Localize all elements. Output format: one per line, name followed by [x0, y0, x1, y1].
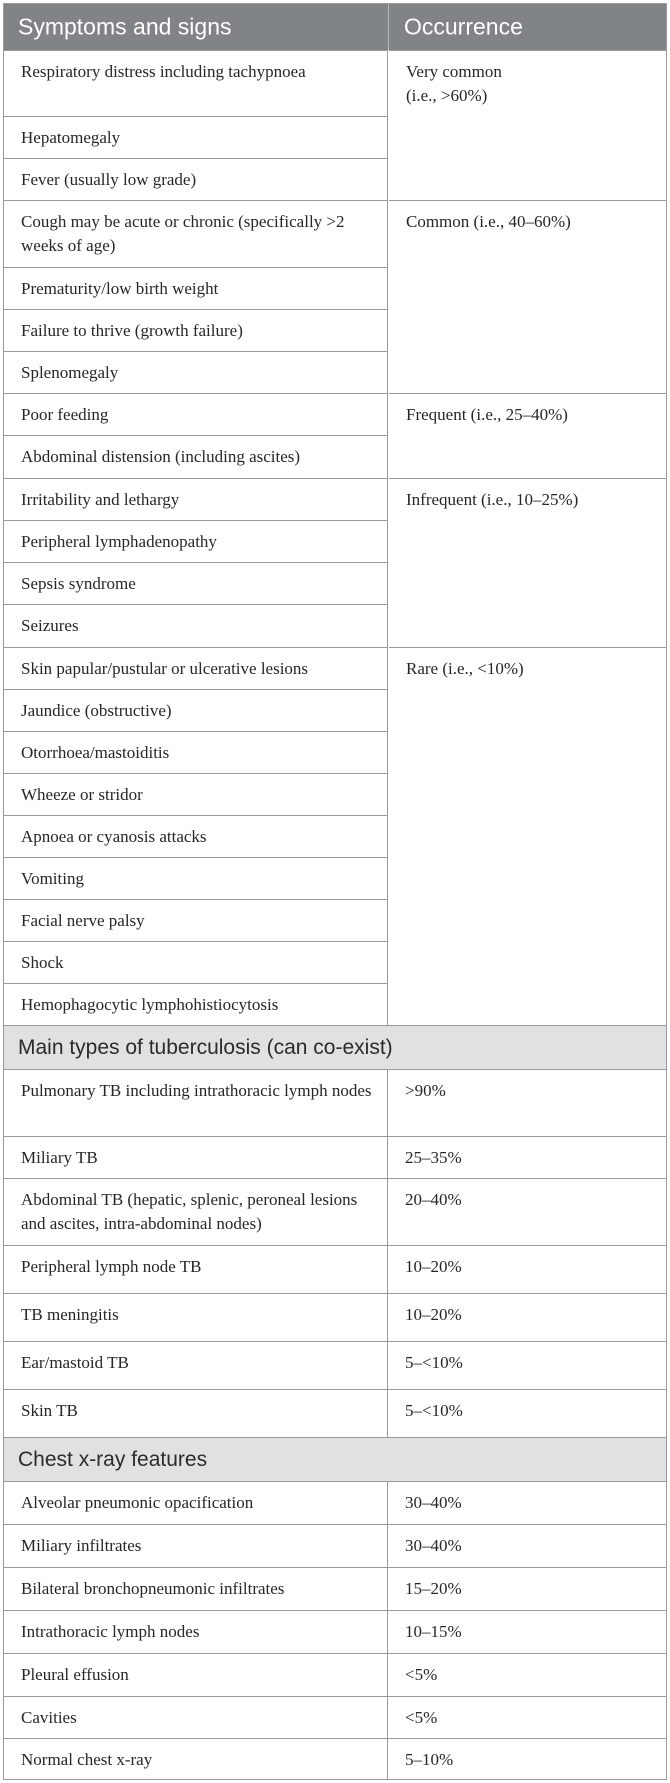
table-cell-value: 20–40%	[388, 1178, 666, 1245]
section-header-tb-types: Main types of tuberculosis (can co-exist)	[4, 1025, 666, 1070]
table-row: Skin TB	[4, 1389, 388, 1437]
header-symptoms: Symptoms and signs	[18, 13, 232, 40]
table-row: Miliary infiltrates	[4, 1524, 388, 1567]
header-divider	[388, 4, 389, 50]
table-row: Seizures	[4, 604, 388, 647]
table-cell-value: 30–40%	[388, 1524, 666, 1567]
header-occurrence: Occurrence	[404, 13, 523, 40]
table-row: Abdominal distension (including ascites)	[4, 435, 388, 478]
table-row: Jaundice (obstructive)	[4, 689, 388, 731]
table-cell-value: <5%	[388, 1696, 666, 1738]
section-header-chest-xray: Chest x-ray features	[4, 1437, 666, 1482]
table-row: Wheeze or stridor	[4, 773, 388, 815]
table-row: Sepsis syndrome	[4, 562, 388, 604]
table-row: Facial nerve palsy	[4, 899, 388, 941]
table-row: Poor feeding	[4, 393, 388, 435]
table-cell-value: 15–20%	[388, 1567, 666, 1610]
table-row: Miliary TB	[4, 1136, 388, 1178]
table-row: Apnoea or cyanosis attacks	[4, 815, 388, 857]
table-header	[4, 4, 666, 50]
occurrence-infrequent: Infrequent (i.e., 10–25%)	[389, 478, 666, 647]
occurrence-very-common: Very common (i.e., >60%)	[389, 50, 666, 200]
table-cell-value: 5–<10%	[388, 1341, 666, 1389]
table-cell-value: 10–20%	[388, 1245, 666, 1293]
table-cell-value: 30–40%	[388, 1481, 666, 1524]
table-row: Failure to thrive (growth failure)	[4, 309, 388, 351]
table-row: Hepatomegaly	[4, 116, 388, 158]
table-row: Fever (usually low grade)	[4, 158, 388, 200]
table-cell-value: 5–<10%	[388, 1389, 666, 1437]
symptoms-table	[3, 3, 667, 1780]
table-row: Cavities	[4, 1696, 388, 1738]
table-row: Cough may be acute or chronic (specifically >2 weeks of age)	[4, 200, 388, 267]
table-cell-value: >90%	[388, 1069, 666, 1136]
table-row: Ear/mastoid TB	[4, 1341, 388, 1389]
occurrence-common: Common (i.e., 40–60%)	[389, 200, 666, 393]
table-row: Peripheral lymph node TB	[4, 1245, 388, 1293]
table-row: Pleural effusion	[4, 1653, 388, 1696]
table-row: Prematurity/low birth weight	[4, 267, 388, 309]
table-row: Shock	[4, 941, 388, 983]
table-row: Bilateral bronchopneumonic infiltrates	[4, 1567, 388, 1610]
table-cell-value: 10–20%	[388, 1293, 666, 1341]
table-cell-value: 10–15%	[388, 1610, 666, 1653]
table-row: Splenomegaly	[4, 351, 388, 393]
occurrence-frequent: Frequent (i.e., 25–40%)	[389, 393, 666, 478]
table-cell-value: 25–35%	[388, 1136, 666, 1178]
table-row: Vomiting	[4, 857, 388, 899]
table-row: Irritability and lethargy	[4, 478, 388, 520]
table-row: Pulmonary TB including intrathoracic lymph nodes	[4, 1069, 388, 1136]
table-row: Skin papular/pustular or ulcerative lesions	[4, 647, 388, 689]
table-row: Normal chest x-ray	[4, 1738, 388, 1779]
table-row: Abdominal TB (hepatic, splenic, peroneal lesions and ascites, intra-abdominal nodes)	[4, 1178, 388, 1245]
table-row: Peripheral lymphadenopathy	[4, 520, 388, 562]
table-row: Respiratory distress including tachypnoea	[4, 50, 388, 116]
occurrence-rare: Rare (i.e., <10%)	[389, 647, 666, 1025]
table-cell-value: <5%	[388, 1653, 666, 1696]
table-row: Alveolar pneumonic opacification	[4, 1481, 388, 1524]
table-row: Hemophagocytic lymphohistiocytosis	[4, 983, 388, 1025]
table-row: Otorrhoea/mastoiditis	[4, 731, 388, 773]
table-row: TB meningitis	[4, 1293, 388, 1341]
table-row: Intrathoracic lymph nodes	[4, 1610, 388, 1653]
table-cell-value: 5–10%	[388, 1738, 666, 1779]
